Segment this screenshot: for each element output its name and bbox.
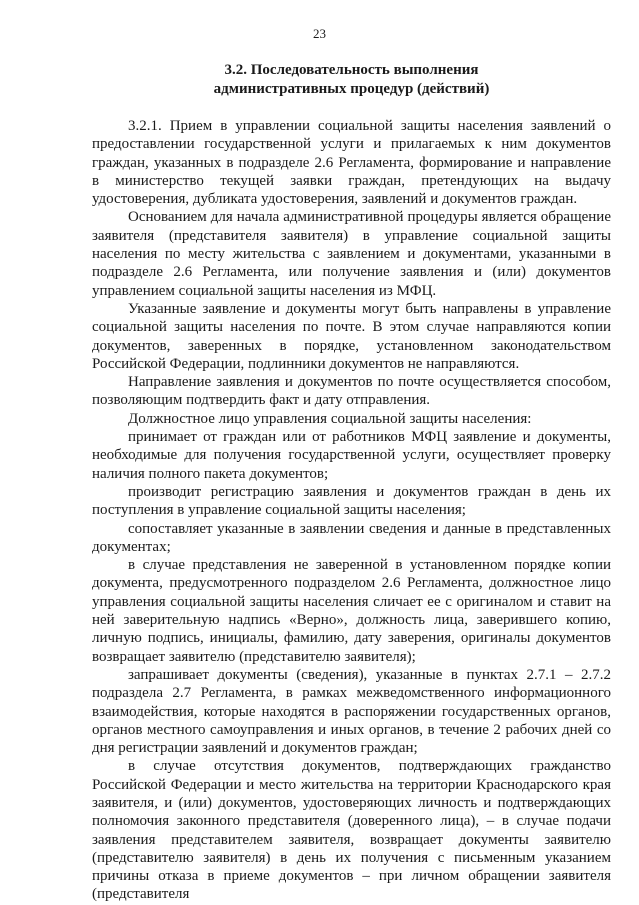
section-heading	[92, 61, 611, 99]
paragraph: запрашивает документы (сведения), указанные в пунктах 2.7.1 – 2.7.2 подраздела 2.7 Регламента, в рамках межведомственного информационного взаимодействия, которые находятся в распоряжении государственных органов, органов местного самоуправления и иных органов, в течение 2 рабочих дней со дня регистрации заявлений и документов граждан;	[92, 666, 611, 757]
paragraph: Должностное лицо управления социальной защиты населения:	[128, 410, 532, 427]
paragraph: сопоставляет указанные в заявлении сведения и данные в представленных документах;	[92, 520, 611, 555]
paragraph: принимает от граждан или от работников МФЦ заявление и документы, необходимые для получения государственной услуги, осуществляет проверку наличия полного пакета документов;	[92, 429, 611, 482]
document-body	[92, 117, 611, 904]
paragraph: 3.2.1. Прием в управлении социальной защиты населения заявлений о предоставлении государственной услуги и прилагаемых к ним документов граждан, указанных в подразделе 2.6 Регламента, формирование и направление в министерство текущей заявки граждан, претендующих на выдачу удостоверения, дубликата удостоверения, заявлений и документов граждан.	[92, 118, 611, 208]
section-heading-line-2: административных процедур (действий)	[213, 81, 490, 97]
paragraph: Основанием для начала административной процедуры является обращение заявителя (представителя заявителя) в управление социальной защиты населения по месту жительства с заявлением и документами, указанными в подразделе 2.6 Регламента, или получение заявления и (или) документов управлением социальной защиты населения из МФЦ.	[92, 209, 611, 299]
paragraph: Указанные заявление и документы могут быть направлены в управление социальной защиты населения по почте. В этом случае направляются копии документов, заверенных в порядке, установленном законодательством Российской Федерации, подлинники документов не направляются.	[92, 300, 611, 372]
paragraph: в случае отсутствия документов, подтверждающих гражданство Российской Федерации и место жительства на территории Краснодарского края заявителя, и (или) документов, удостоверяющих личность и подтверждающих полномочия законного представителя (доверенного лица), – в случае подачи заявления представителем заявителя, возвращает документы заявителю (представителю заявителя) в день их получения с письменным указанием причины отказа в приеме документов – при личном обращении заявителя (представителя	[92, 758, 611, 903]
paragraph: производит регистрацию заявления и документов граждан в день их поступления в управление социальной защиты населения;	[92, 483, 611, 519]
paragraph: Направление заявления и документов по почте осуществляется способом, позволяющим подтвердить факт и дату отправления.	[92, 374, 611, 409]
page-number: 23	[313, 26, 326, 41]
paragraph: в случае представления не заверенной в установленном порядке копии документа, предусмотренного подразделом 2.6 Регламента, должностное лицо управления социальной защиты населения сличает ее с оригиналом и ставит на ней заверительную надпись «Верно», должность лица, заверившего копию, личную подпись, инициалы, фамилию, дату заверения, оригиналы документов возвращает заявителю (представителю заявителя);	[92, 557, 611, 665]
section-heading-line-1: 3.2. Последовательность выполнения	[224, 62, 479, 78]
